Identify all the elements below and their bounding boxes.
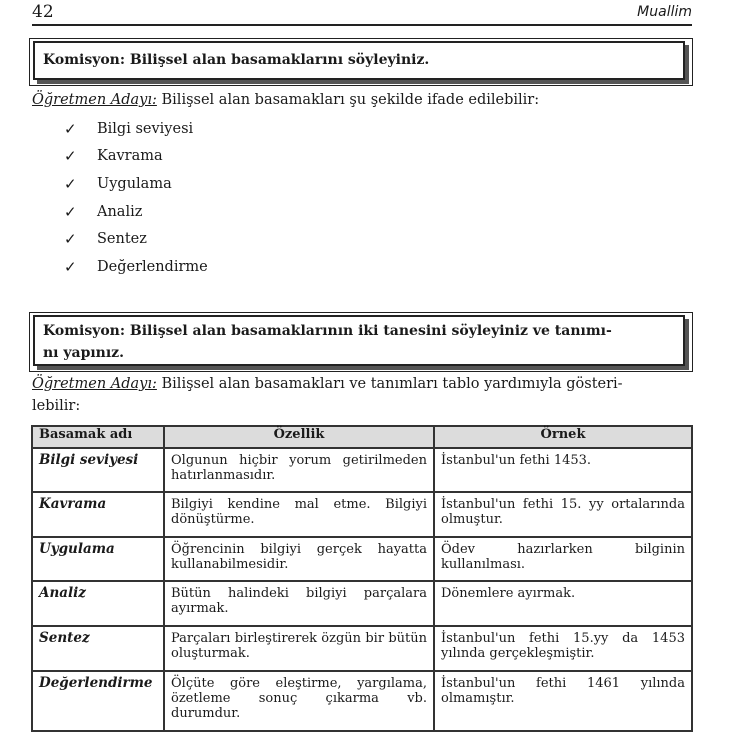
check-icon: ✓ <box>64 174 77 193</box>
example-cell: Dönemlere ayırmak. <box>434 581 692 626</box>
table-row <box>32 537 692 581</box>
step-name-cell: Değerlendirme <box>32 671 164 731</box>
list-item-label: Uygulama <box>97 175 172 192</box>
column-header: Özellik <box>164 426 434 448</box>
question-2-line-2: nı yapınız. <box>43 345 125 361</box>
page-number: 42 <box>32 2 54 22</box>
step-name-cell: Sentez <box>32 626 164 671</box>
list-item <box>64 253 208 281</box>
example-cell: İstanbul'un fethi 15.yy da 1453 yılında gerçekleşmiştir. <box>434 626 692 671</box>
list-item-label: Bilgi seviyesi <box>97 120 194 137</box>
check-icon: ✓ <box>64 119 77 138</box>
table-row <box>32 492 692 537</box>
property-cell: Olgunun hiçbir yorum getirilmeden hatırlanmasıdır. <box>164 448 434 492</box>
table-header-row <box>32 426 692 448</box>
list-item <box>64 198 208 226</box>
column-header: Örnek <box>434 426 692 448</box>
column-header: Basamak adı <box>32 426 164 448</box>
check-icon: ✓ <box>64 257 77 276</box>
step-name-cell: Uygulama <box>32 537 164 581</box>
step-name-cell: Analiz <box>32 581 164 626</box>
list-item-label: Analiz <box>97 203 143 220</box>
question-box-2 <box>33 315 685 366</box>
property-cell: Ölçüte göre eleştirme, yargılama, özetleme sonuç çıkarma vb. durumdur. <box>164 671 434 731</box>
running-title: Muallim <box>637 4 692 20</box>
question-box-1 <box>33 41 685 80</box>
example-cell: İstanbul'un fethi 1461 yılında olmamıştır. <box>434 671 692 731</box>
check-icon: ✓ <box>64 147 77 166</box>
page-header <box>32 2 692 24</box>
list-item-label: Değerlendirme <box>97 258 208 275</box>
list-item <box>64 170 208 198</box>
cognitive-steps-table <box>31 425 693 732</box>
table-row <box>32 626 692 671</box>
answer-2-text-continued: lebilir: <box>32 398 81 414</box>
example-cell: Ödev hazırlarken bilginin kullanılması. <box>434 537 692 581</box>
example-cell: İstanbul'un fethi 15. yy ortalarında olmuştur. <box>434 492 692 537</box>
property-cell: Parçaları birleştirerek özgün bir bütün oluşturmak. <box>164 626 434 671</box>
answer-2 <box>32 373 692 417</box>
list-item <box>64 225 208 253</box>
table-row <box>32 581 692 626</box>
list-item <box>64 143 208 171</box>
header-rule <box>32 24 692 26</box>
step-name-cell: Kavrama <box>32 492 164 537</box>
answer-2-text: Bilişsel alan basamakları ve tanımları tablo yardımıyla gösteri- <box>156 376 623 392</box>
list-item <box>64 115 208 143</box>
question-1-text: Komisyon: Bilişsel alan basamaklarını söyleyiniz. <box>43 52 430 68</box>
answer-1 <box>32 89 692 111</box>
list-item-label: Sentez <box>97 231 147 248</box>
list-item-label: Kavrama <box>97 148 163 165</box>
property-cell: Öğrencinin bilgiyi gerçek hayatta kullanabilmesidir. <box>164 537 434 581</box>
check-icon: ✓ <box>64 230 77 249</box>
checklist <box>64 115 208 281</box>
answer-1-text: Bilişsel alan basamakları şu şekilde ifade edilebilir: <box>156 92 540 108</box>
table-row <box>32 671 692 731</box>
example-cell: İstanbul'un fethi 1453. <box>434 448 692 492</box>
table-row <box>32 448 692 492</box>
property-cell: Bilgiyi kendine mal etme. Bilgiyi dönüştürme. <box>164 492 434 537</box>
question-2-line-1: Komisyon: Bilişsel alan basamaklarının iki tanesini söyleyiniz ve tanımı- <box>43 323 612 339</box>
property-cell: Bütün halindeki bilgiyi parçalara ayırmak. <box>164 581 434 626</box>
step-name-cell: Bilgi seviyesi <box>32 448 164 492</box>
speaker-label: Öğretmen Adayı: <box>32 376 157 392</box>
check-icon: ✓ <box>64 202 77 221</box>
speaker-label: Öğretmen Adayı: <box>32 92 157 108</box>
